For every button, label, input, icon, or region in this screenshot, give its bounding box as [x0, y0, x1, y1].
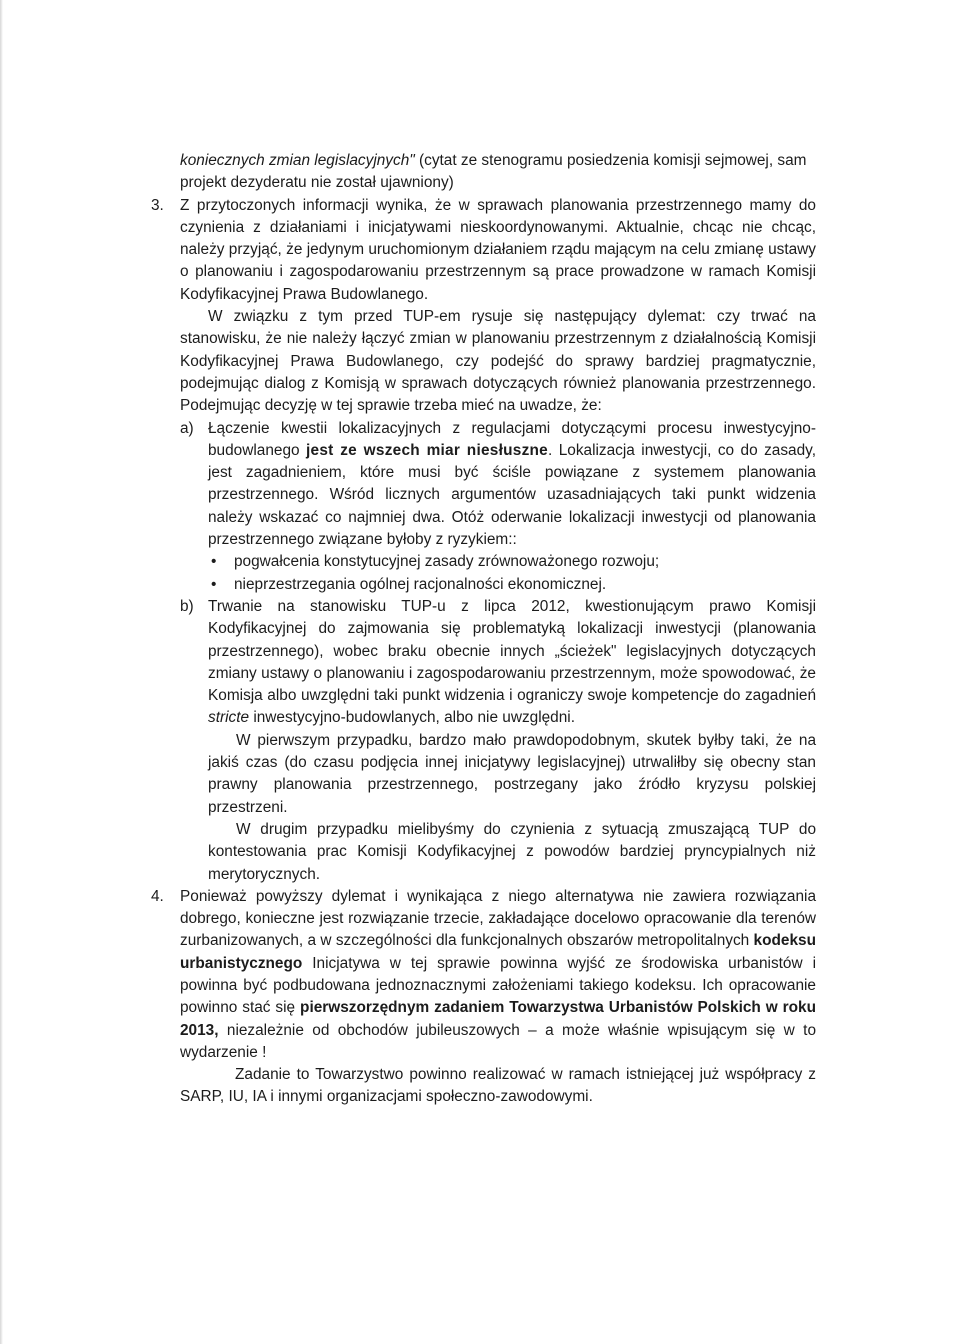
continuation-paragraph: [180, 150, 816, 195]
sub-item-label: b): [180, 597, 194, 615]
quote-italic: koniecznych zmian legislacyjnych": [180, 152, 415, 169]
text-segment: Łączenie kwestii lokalizacyjnych z regulacjami dotyczącymi procesu inwestycyjno-budowlanego: [208, 419, 816, 459]
item-3-text: Z przytoczonych informacji wynika, że w sprawach planowania przestrzennego mamy do czynienia z działaniami i inicjatywami nieskoordynowanymi. Aktualnie, chcąc nie chcąc, należy przyjąć, że jedynym uruchomionym działaniem rządu mającym na celu zmianę ustawy o planowaniu i zagospodarowaniu przestrzennym są prace prowadzone w ramach Komisji Kodyfikacyjnej Prawa Budowlanego.: [180, 196, 816, 303]
bullet-icon: •: [211, 575, 217, 593]
bold-phrase: pierwszorzędnym zadaniem Towarzystwa Urbanistów Polskich w roku 2013,: [180, 999, 817, 1039]
first-case-paragraph: W pierwszym przypadku, bardzo mało prawdopodobnym, skutek byłby taki, że na jakiś czas (do czasu podjęcia innej inicjatywy legislacyjnej) utrwaliłby się obecny stan prawny planowania przestrzennego, postrzegany jako źródło kryzysu polskiej przestrzeni.: [208, 731, 816, 816]
bullet-text: nieprzestrzegania ogólnej racjonalności ekonomicznej.: [234, 575, 607, 593]
text-segment: Ponieważ powyższy dylemat i wynikająca z niego alternatywa nie zawiera rozwiązania dobrego, konieczne jest rozwiązanie trzecie, zakładające docelowo opracowanie dla terenów zurbanizowanych, a w szczególności dla funkcjonalnych obszarów metropolitalnych: [180, 887, 816, 950]
second-case-paragraph: W drugim przypadku mielibyśmy do czynienia z sytuacją zmuszającą TUP do kontestowania prac Komisji Kodyfikacyjnej z powodów bardziej pryncypialnych niż merytorycznych.: [208, 820, 816, 883]
closing-text: Zadanie to Towarzystwo powinno realizować w ramach istniejącej już współpracy z SARP, IU, IA i innymi organizacjami społeczno-zawodowymi.: [180, 1066, 816, 1106]
bullet-item: [211, 574, 816, 596]
item-number: 4.: [151, 887, 164, 905]
sub-item-a: [180, 418, 816, 552]
dilemma-paragraph: W związku z tym przed TUP-em rysuje się następujący dylemat: czy trwać na stanowisku, że nie należy łączyć zmian w planowaniu przestrzennym z działalnością Komisji Kodyfikacyjnej Prawa Budowlanego, czy podejść do sprawy bardziej pragmatycznie, podejmując dialog z Komisją w sprawach dotyczących również planowania przestrzennego. Podejmując decyzję w tej sprawie trzeba mieć na uwadze, że:: [180, 308, 816, 415]
bullet-icon: •: [211, 553, 217, 571]
bullet-item: [211, 551, 816, 573]
item-4-text: [180, 886, 816, 1064]
italic-word: stricte: [208, 709, 250, 727]
item-number: 3.: [151, 196, 164, 214]
list-item-4: [151, 886, 817, 1064]
text-segment: . Lokalizacja inwestycji, co do zasady, jest zagadnieniem, które musi być ściśle powiązane z systemem planowania przestrzennego. Wśród licznych argumentów uzasadniających taki punkt widzenia należy wskazać co najmniej dwa. Otóż oderwanie lokalizacji inwestycji od planowania przestrzennego związane byłoby z ryzykiem::: [208, 441, 816, 549]
bold-phrase: kodeksu urbanistycznego: [180, 932, 816, 972]
text-segment: Trwanie na stanowisku TUP-u z lipca 2012, kwestionującym prawo Komisji Kodyfikacyjnej do zajmowania się problematyką lokalizacji inwestycji (planowania przestrzennego), wobec braku obecnie innych „ścieżek" legislacyjnych dotyczących zmiany ustawy o planowaniu i zagospodarowaniu przestrzennym, może spowodować, że Komisja albo uwzględni taki punkt widzenia i ograniczy swoje kompetencje do zagadnień: [208, 597, 816, 705]
sub-item-a-text: [208, 418, 816, 552]
text-segment: Inicjatywa w tej sprawie powinna wyjść ze środowiska urbanistów i powinna być podbudowana jednoznacznymi założeniami takiego kodeksu. Ich opracowanie powinno stać się: [180, 954, 816, 1017]
sub-item-b-text: [208, 596, 816, 730]
document-page: [0, 150, 960, 1109]
bullet-text: pogwałcenia konstytucyjnej zasady zrównoważonego rozwoju;: [234, 553, 660, 571]
quote-source: (cytat ze stenogramu posiedzenia komisji sejmowej, sam projekt dezyderatu nie został ujawniony): [180, 152, 807, 192]
text-segment: niezależnie od obchodów jubileuszowych – a może właśnie wpisującym się w to wydarzenie !: [180, 1021, 816, 1061]
sub-item-label: a): [180, 419, 194, 437]
text-segment: inwestycyjno-budowlanych, albo nie uwzględni.: [249, 709, 576, 727]
sub-item-b: [180, 596, 816, 730]
closing-paragraph: [153, 1064, 816, 1109]
list-item-3: [151, 195, 816, 418]
bold-phrase: jest ze wszech miar niesłuszne: [306, 441, 548, 459]
